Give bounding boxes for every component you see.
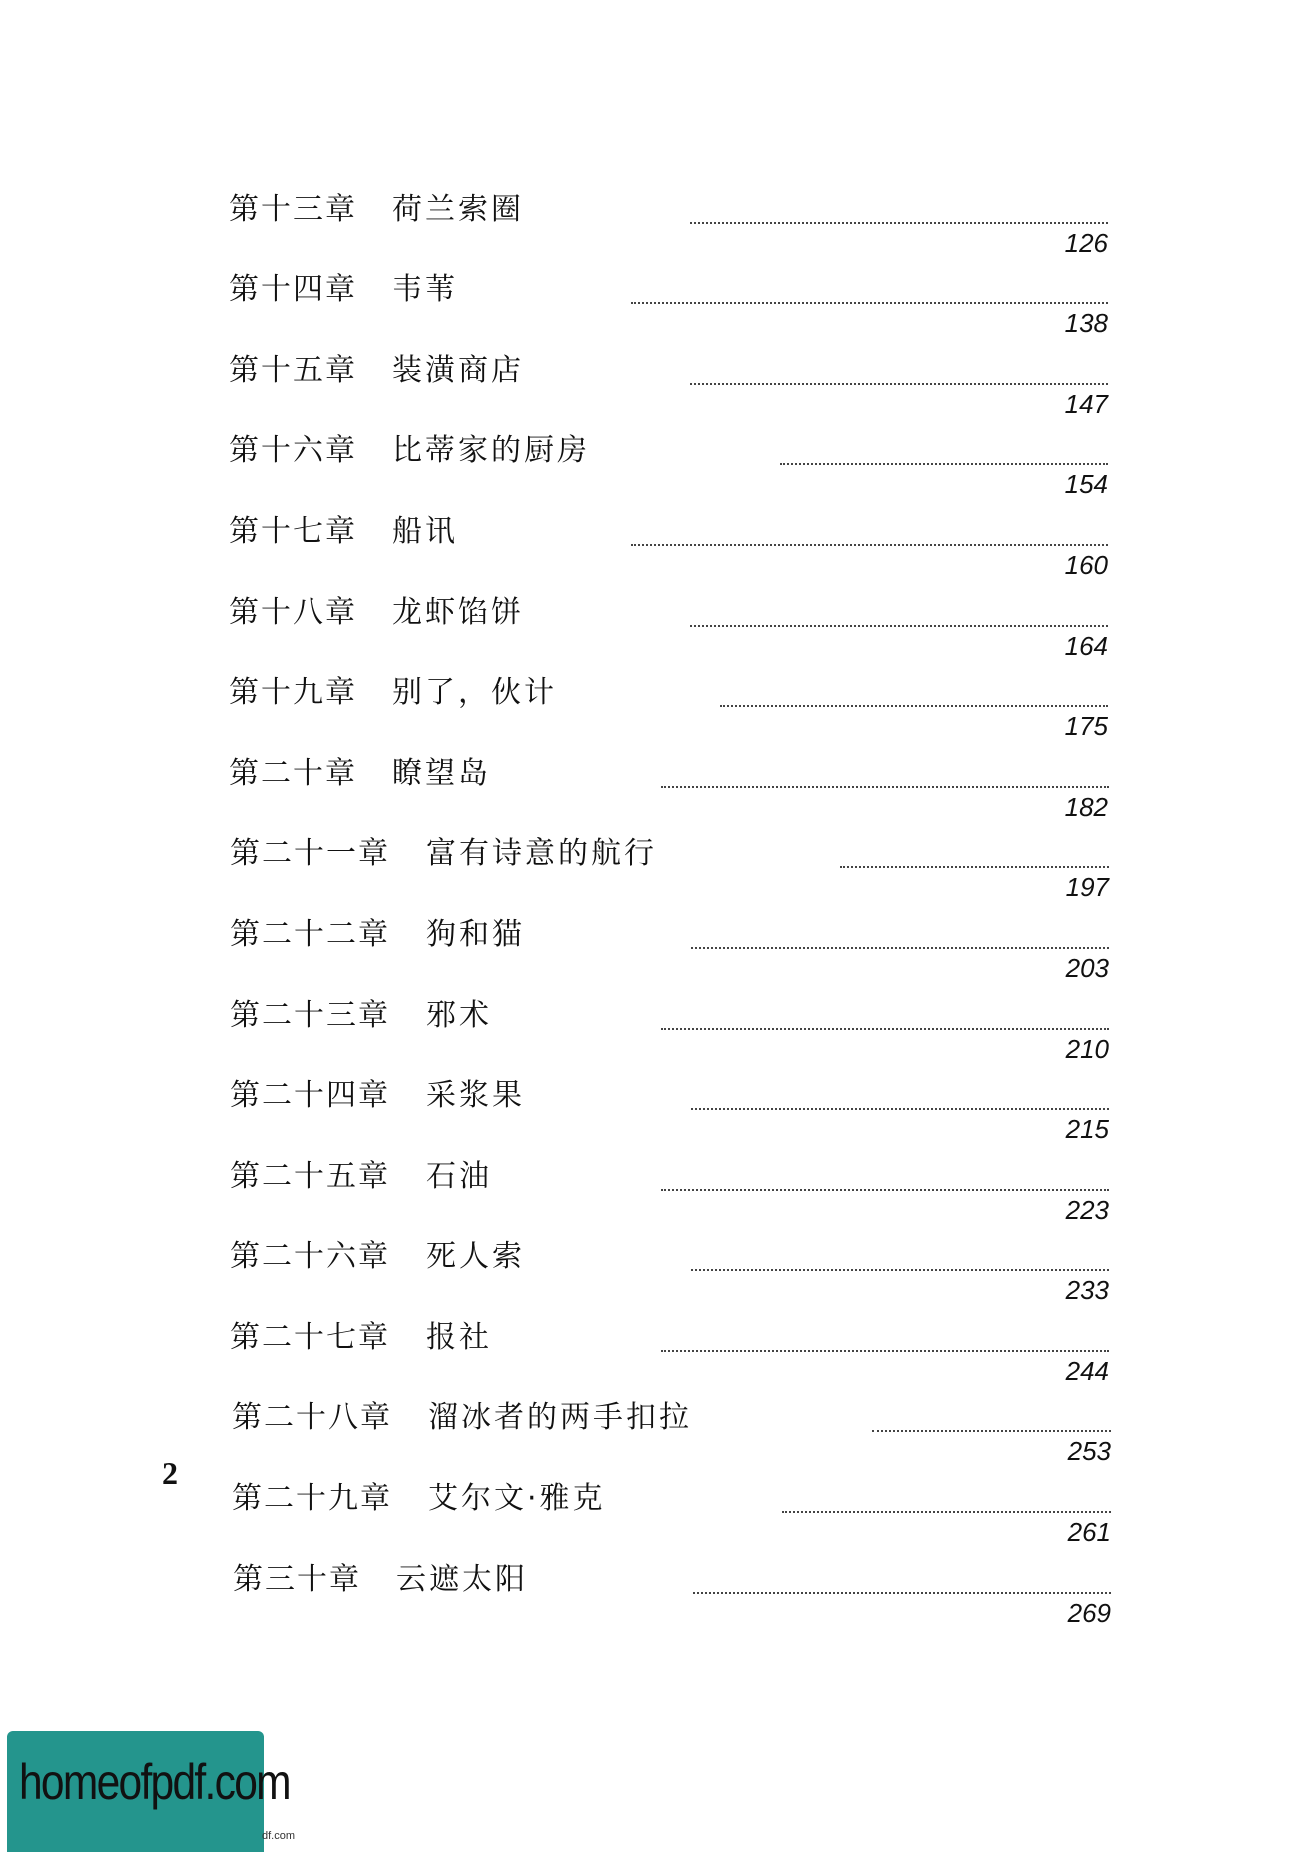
chapter-title: 船讯 <box>392 514 458 549</box>
chapter-title: 装潢商店 <box>392 353 524 388</box>
dot-leader <box>631 302 1108 304</box>
page-number: 182 <box>1064 792 1108 822</box>
chapter-title: 死人索 <box>426 1239 525 1274</box>
page-number: 126 <box>1064 228 1108 258</box>
dot-leader <box>782 1511 1111 1513</box>
toc-entry <box>0 1562 1289 1632</box>
dot-leader <box>690 625 1108 627</box>
page-number: 147 <box>1064 389 1108 419</box>
toc-entry <box>0 192 1289 262</box>
chapter-number: 第十六章 <box>229 433 357 468</box>
chapter-title: 溜冰者的两手扣拉 <box>428 1400 692 1435</box>
chapter-number: 第二十七章 <box>230 1320 390 1355</box>
page-number: 233 <box>1065 1275 1109 1305</box>
chapter-number: 第二十九章 <box>232 1481 392 1516</box>
page-number: 164 <box>1064 631 1108 661</box>
toc-entry <box>0 1239 1289 1309</box>
chapter-title: 采浆果 <box>426 1078 525 1113</box>
page-number: 160 <box>1064 550 1108 580</box>
page-number: 261 <box>1067 1517 1111 1547</box>
toc-entry <box>0 272 1289 342</box>
chapter-number: 第二十三章 <box>230 998 390 1033</box>
toc-entry <box>0 514 1289 584</box>
chapter-title: 比蒂家的厨房 <box>392 433 590 468</box>
page-number: 197 <box>1065 872 1109 902</box>
toc-entry <box>0 998 1289 1068</box>
page-number: 215 <box>1065 1114 1109 1144</box>
chapter-title: 瞭望岛 <box>392 756 491 791</box>
toc-entry <box>0 1159 1289 1229</box>
chapter-title: 富有诗意的航行 <box>426 836 657 871</box>
toc-entry <box>0 917 1289 987</box>
chapter-number: 第十九章 <box>229 675 357 710</box>
page-number: 210 <box>1065 1034 1109 1064</box>
chapter-title: 艾尔文·雅克 <box>428 1481 606 1516</box>
toc-entry <box>0 756 1289 826</box>
dot-leader <box>661 1028 1109 1030</box>
chapter-title: 龙虾馅饼 <box>392 595 524 630</box>
chapter-title: 邪术 <box>426 998 492 1033</box>
chapter-number: 第二十二章 <box>230 917 390 952</box>
chapter-number: 第十五章 <box>229 353 357 388</box>
toc-entry <box>0 836 1289 906</box>
page-number: 154 <box>1064 469 1108 499</box>
chapter-title: 别了，伙计 <box>392 675 557 710</box>
page-folio: 2 <box>162 1455 178 1491</box>
toc-entry <box>0 595 1289 665</box>
chapter-number: 第十八章 <box>229 595 357 630</box>
chapter-title: 石油 <box>426 1159 492 1194</box>
toc-entry <box>0 1400 1289 1470</box>
chapter-number: 第二十五章 <box>230 1159 390 1194</box>
page-number: 269 <box>1067 1598 1111 1628</box>
chapter-number: 第二十章 <box>229 756 357 791</box>
toc-entry <box>0 675 1289 745</box>
dot-leader <box>690 383 1108 385</box>
dot-leader <box>780 463 1108 465</box>
chapter-title: 荷兰索圈 <box>392 192 524 227</box>
page-number: 175 <box>1064 711 1108 741</box>
chapter-number: 第二十一章 <box>230 836 390 871</box>
dot-leader <box>693 1592 1111 1594</box>
toc-entry <box>0 1320 1289 1390</box>
watermark-small-text: df.com <box>262 1830 296 1842</box>
dot-leader <box>872 1430 1111 1432</box>
watermark-logo <box>7 1731 290 1852</box>
chapter-title: 狗和猫 <box>426 917 525 952</box>
chapter-title: 云遮太阳 <box>396 1562 528 1597</box>
page-number: 138 <box>1064 308 1108 338</box>
dot-leader <box>661 1189 1109 1191</box>
dot-leader <box>631 544 1108 546</box>
chapter-number: 第十七章 <box>229 514 357 549</box>
dot-leader <box>720 705 1108 707</box>
dot-leader <box>691 947 1109 949</box>
watermark-text: homeofpdf.com <box>19 1754 290 1810</box>
dot-leader <box>691 1269 1109 1271</box>
dot-leader <box>691 1108 1109 1110</box>
toc-entry <box>0 1078 1289 1148</box>
chapter-number: 第三十章 <box>233 1562 361 1597</box>
dot-leader <box>661 786 1109 788</box>
chapter-number: 第十四章 <box>229 272 357 307</box>
dot-leader <box>840 866 1109 868</box>
page-number: 244 <box>1065 1356 1109 1386</box>
toc-entry <box>0 353 1289 423</box>
chapter-number: 第十三章 <box>229 192 357 227</box>
page-number: 203 <box>1065 953 1109 983</box>
dot-leader <box>661 1350 1109 1352</box>
toc-entry <box>0 433 1289 503</box>
chapter-title: 报社 <box>426 1320 492 1355</box>
toc-entry <box>0 1481 1289 1551</box>
dot-leader <box>690 222 1108 224</box>
chapter-number: 第二十六章 <box>230 1239 390 1274</box>
chapter-number: 第二十四章 <box>230 1078 390 1113</box>
page-number: 253 <box>1067 1436 1111 1466</box>
chapter-number: 第二十八章 <box>232 1400 392 1435</box>
chapter-title: 韦苇 <box>392 272 458 307</box>
page-number: 223 <box>1065 1195 1109 1225</box>
